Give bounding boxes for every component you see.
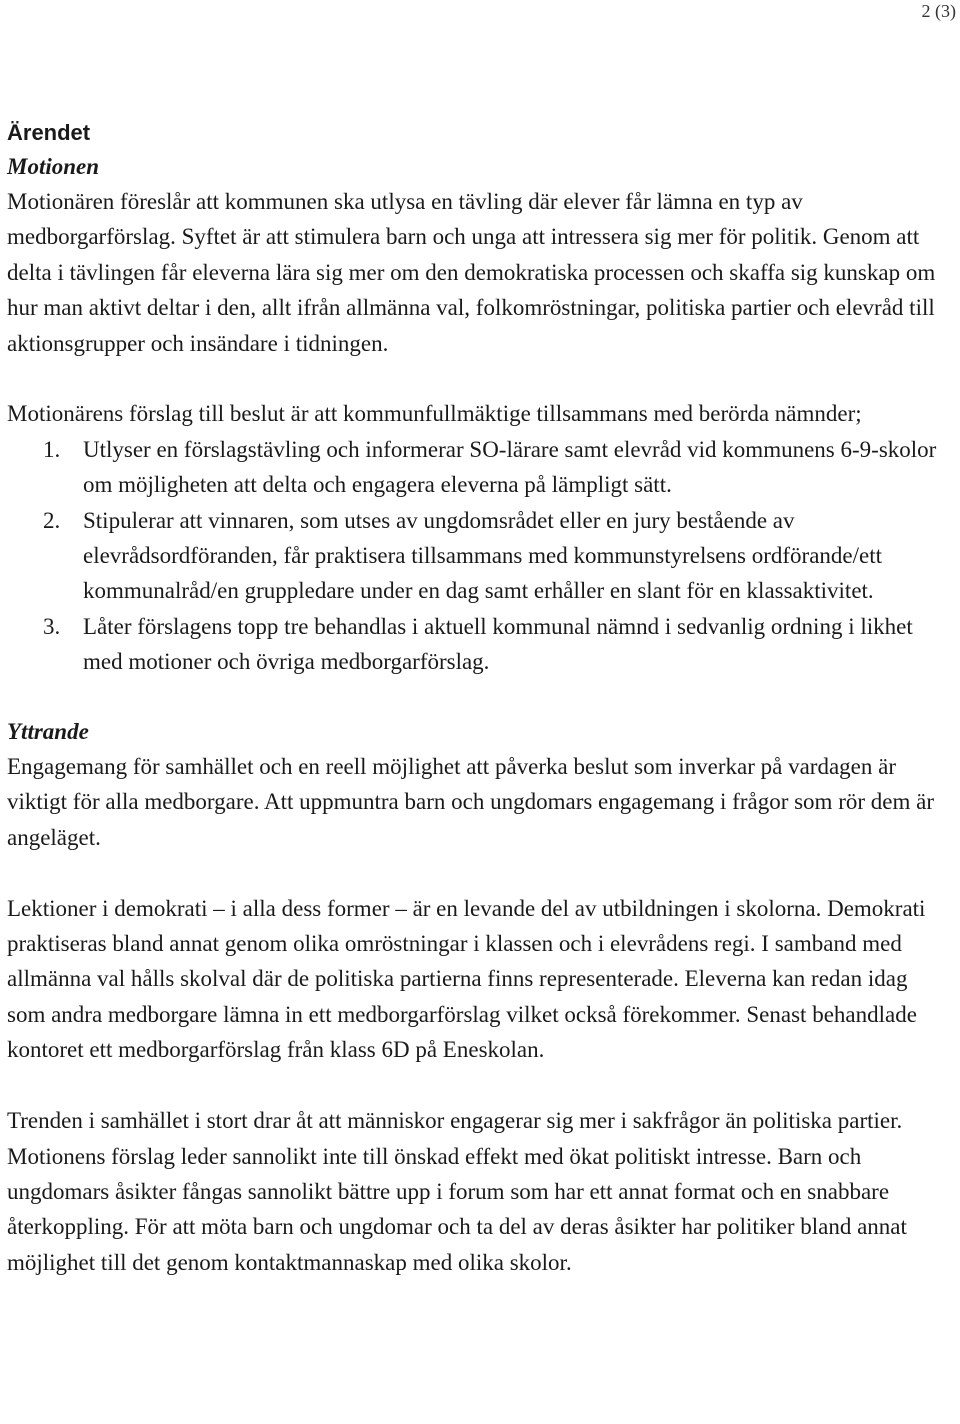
proposal-text: Stipulerar att vinnaren, som utses av ungdomsrådet eller en jury bestående av elevrådsordföranden, får praktisera tillsammans med kommunstyrelsens ordförande/ett kommunalråd/en gruppledare under en dag samt erhåller en slant för en klassaktivitet. xyxy=(83,507,882,604)
document-body xyxy=(7,116,942,1280)
proposal-text: Låter förslagens topp tre behandlas i aktuell kommunal nämnd i sedvanlig ordning i likhet med motioner och övriga medborgarförslag. xyxy=(83,613,913,675)
statement-paragraph: Engagemang för samhället och en reell möjlighet att påverka beslut som inverkar på vardagen är viktigt för alla medborgare. Att uppmuntra barn och ungdomars engagemang i frågor som rör dem är angeläget. xyxy=(7,754,934,850)
proposal-item xyxy=(7,432,942,503)
proposal-number: 3. xyxy=(43,613,61,639)
statement-section xyxy=(7,715,942,1280)
statement-paragraph: Lektioner i demokrati – i alla dess former – är en levande del av utbildningen i skolorna. Demokrati praktiseras bland annat genom olika omröstningar i klassen och i elevrådens regi. I samband med allmänna val hålls skolval där de politiska partierna finns representerade. Eleverna kan redan idag som andra medborgare lämna in ett medborgarförslag vilket också förekommer. Senast behandlade kontoret ett medborgarförslag från klass 6D på Eneskolan. xyxy=(7,895,926,1063)
proposal-item xyxy=(7,503,942,609)
proposal-list xyxy=(7,432,942,680)
proposal-number: 1. xyxy=(43,436,61,462)
proposal-number: 2. xyxy=(43,507,61,533)
proposal-item xyxy=(7,609,942,680)
motion-proposal-intro: Motionärens förslag till beslut är att kommunfullmäktige tillsammans med berörda nämnder; xyxy=(7,401,862,427)
statement-heading: Yttrande xyxy=(7,719,89,745)
page-number: 2 (3) xyxy=(921,1,956,21)
section-title: Ärendet xyxy=(7,120,91,145)
motion-section xyxy=(7,150,942,680)
motion-heading: Motionen xyxy=(7,154,100,179)
motion-paragraph: Motionären föreslår att kommunen ska utlysa en tävling där elever får lämna en typ av medborgarförslag. Syftet är att stimulera barn och unga att intressera sig mer för politik. Genom att delta i tävlingen får eleverna lära sig mer om den demokratiska processen och skaffa sig kunskap om hur man aktivt deltar i den, allt ifrån allmänna val, folkomröstningar, politiska partier och elevråd till aktionsgrupper och insändare i tidningen. xyxy=(7,189,936,356)
proposal-text: Utlyser en förslagstävling och informerar SO-lärare samt elevråd vid kommunens 6-9-skolor om möjligheten att delta och engagera eleverna på lämpligt sätt. xyxy=(83,436,937,498)
statement-paragraph: Trenden i samhället i stort drar åt att människor engagerar sig mer i sakfrågor än politiska partier. Motionens förslag leder sannolikt inte till önskad effekt med ökat politiskt intresse. Barn och ungdomars åsikter fångas sannolikt bättre upp i forum som har ett annat format och en snabbare återkoppling. För att möta barn och ungdomar och ta del av deras åsikter har politiker bland annat möjlighet till det genom kontaktmannaskap med olika skolor. xyxy=(7,1108,907,1275)
